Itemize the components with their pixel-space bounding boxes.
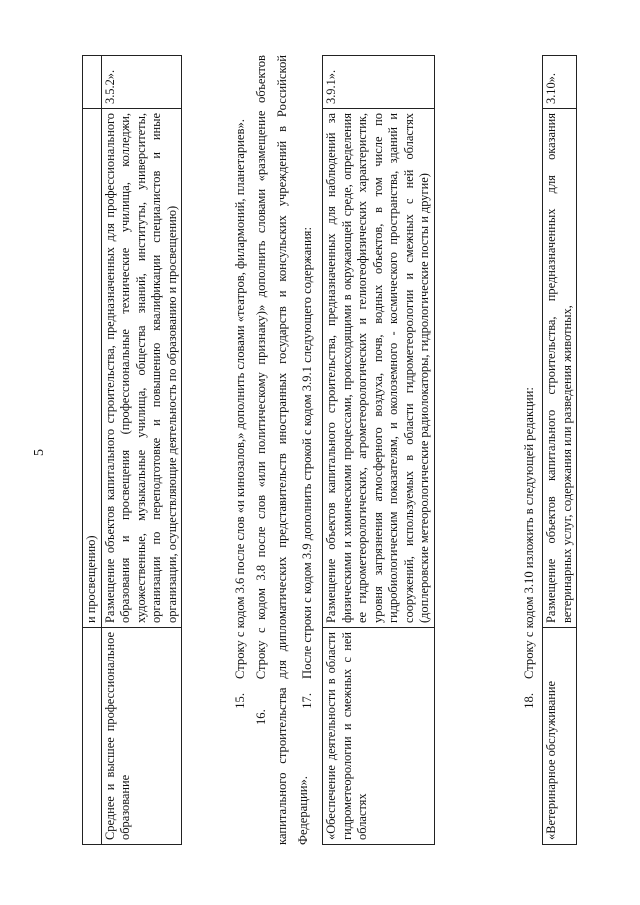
table-row xyxy=(323,56,435,845)
table-cell-description: и просвещению) xyxy=(83,109,102,628)
table-row xyxy=(83,56,102,845)
table-row xyxy=(543,56,577,845)
table-cell-description: Размещение объектов капитального строительства, предназначенных для оказания ветеринарных услуг, содержания или разведения животных, xyxy=(543,109,577,628)
table-cell-code: 3.10». xyxy=(543,56,577,109)
table-cell-code: 3.9.1». xyxy=(323,56,435,109)
table-cell-description: Размещение объектов капитального строительства, предназначенных для наблюдений за физическими и химическими процессами, происходящими в окружающей среде, определения ее гидрометеорологических, агрометеорологических и гелиогеофизических характеристик, уровня загрязнения атмосферного воздуха, почв, водных объектов, в том числе по гидробиологическим показателям, и околоземного - космического пространства, зданий и сооружений, используемых в области гидрометеорологии и смежных с ней областях (доплеровские метеорологические радиолокаторы, гидрологические посты и другие) xyxy=(323,109,435,628)
table-row-3-10 xyxy=(542,55,577,845)
table-row xyxy=(101,56,182,845)
table-cell-code: 3.5.2». xyxy=(101,56,182,109)
table-cell-description: Размещение объектов капитального строительства, предназначенных для профессионального образования и просвещения (профессиональные технические училища, колледжи, художественные, музыкальные училища, общества знаний, институты, университеты, организации по переподготовке и повышению квалификации специалистов и иные организации, осуществляющие деятельность по образованию и просвещению) xyxy=(101,109,182,628)
paragraph-number: 17. xyxy=(300,693,314,709)
paragraph-text: Строку с кодом 3.6 после слов «и кинозалов,» дополнить словами «театров, филармоний, планетариев». xyxy=(233,119,247,679)
table-previous-rows xyxy=(82,55,182,845)
paragraph-18 xyxy=(519,45,540,725)
paragraph-text: После строки с кодом 3.9 дополнить строкой с кодом 3.9.1 следующего содержания: xyxy=(300,227,314,679)
table-cell-name: Среднее и высшее профессиональное образование xyxy=(101,628,182,845)
paragraph-17 xyxy=(297,45,318,725)
paragraph-15 xyxy=(230,45,251,725)
table-cell-name: «Обеспечение деятельности в области гидрометеорологии и смежных с ней областях xyxy=(323,628,435,845)
table-row-3-9-1 xyxy=(322,55,435,845)
page-number: 5 xyxy=(32,449,47,456)
paragraph-text: Строку с кодом 3.8 после слов «или политическому признаку)» дополнить словами «размещение объектов капитального строительства для дипломатических представительств иностранных государств и консульских учреждений в Российской Федерации». xyxy=(254,54,310,845)
table-cell-name: «Ветеринарное обслуживание xyxy=(543,628,577,845)
paragraph-number: 15. xyxy=(233,693,247,709)
paragraph-number: 16. xyxy=(254,709,268,725)
paragraph-text: Строку с кодом 3.10 изложить в следующей редакции: xyxy=(522,387,536,679)
paragraph-number: 18. xyxy=(522,693,536,709)
